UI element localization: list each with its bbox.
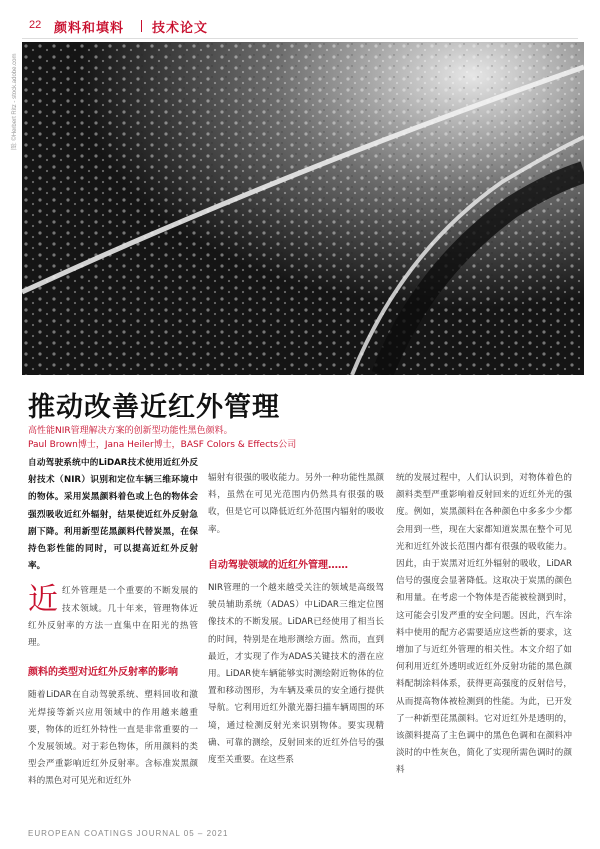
body-paragraph: 随着LiDAR在自动驾驶系统、塑料回收和激光焊接等新兴应用领域中的作用越来越重要，物体的近红外特性一直是非常重要的一个发展领域。对于彩色物体，所用颜料的类型会严重影响近红外反射率。含标准炭黑颜料的黑色对可见光和近红外 bbox=[28, 690, 198, 787]
journal-footer: EUROPEAN COATINGS JOURNAL 05 – 2021 bbox=[28, 829, 229, 838]
column-1 bbox=[28, 455, 198, 791]
intro-text: 红外管理是一个重要的不断发展的技术领域。几十年来，管理物体近红外反射率的方法一直集中在阳光的热管理。 bbox=[28, 586, 198, 649]
column-2 bbox=[208, 470, 384, 769]
page-header bbox=[0, 0, 600, 36]
article-subtitle: 高性能NIR管理解决方案的创新型功能性黑色颜料。 bbox=[28, 426, 233, 436]
article-authors: Paul Brown博士，Jana Heiler博士，BASF Colors & Effects公司 bbox=[28, 440, 297, 450]
header-rule bbox=[22, 38, 578, 39]
column-3 bbox=[396, 470, 572, 780]
photo-illustration bbox=[22, 42, 584, 375]
category-label: 技术论文 bbox=[152, 21, 209, 36]
article-title: 推动改善近红外管理 bbox=[28, 392, 280, 423]
section-heading-pigment: 颜料的类型对近红外反射率的影响 bbox=[28, 667, 178, 679]
body-paragraph: 辐射有很强的吸收能力。另外一种功能性黑颜料，虽然在可见光范围内仍然具有很强的吸收，但是它可以降低近红外范围内辐射的吸收率。 bbox=[208, 473, 384, 535]
section-heading-autonomous: 自动驾驶领域的近红外管理…… bbox=[208, 559, 348, 571]
drop-cap: 近 bbox=[28, 582, 58, 618]
body-paragraph: 统的发展过程中，人们认识到，对物体着色的颜料类型严重影响着反射回来的近红外光的强度。例如，炭黑颜料在各种颜色中多多少少都会用到一些，现在大家都知道炭黑在整个可见光和近红外波长范围内都有很强的吸收能力。因此，由于炭黑对近红外辐射的吸收，LiDAR信号的强度会显著降低。这取决于炭黑的颜色和用量。在考虑一个物体是否能被检测到时，这可能会引发严重的安全问题。因此，汽车涂料中使用的配方必需要适应这些新的要求，这增加了与近红外管理的相关性。本文介绍了如何利用近红外透明或近红外反射功能的黑色颜料配制涂料体系，获得更高强度的反射信号，从而提高物体被检测到的性能。为此，已开发了一种新型芘黑颜料。它对近红外是透明的，该颜料提高了主色调中的黑色色调和在颜料冲淡时的中性灰色，简化了实现所需色调时的颜料 bbox=[396, 473, 572, 776]
photo-credit: 图: ©Herbert Ritz - stock.adobe.com bbox=[12, 53, 18, 150]
page-number: 22 bbox=[29, 19, 42, 31]
intro-paragraph bbox=[28, 583, 198, 652]
body-paragraph: NIR管理的一个越来越受关注的领域是高级驾驶员辅助系统（ADAS）中LiDAR三维定位图像技术的不断发展。LiDAR已经使用了相当长的时间，特别是在地形测绘方面。然而，直到最近，才实现了作为ADAS关键技术的潜在应用。LiDAR使车辆能够实时测绘附近物体的位置和移动图形，为车辆及乘员的安全通行提供导航。它利用近红外激光器扫描车辆周围的环境，通过检测反射光来识别物体。要实现精确、可靠的测绘，反射回来的近红外信号的强度至关重要。在这些系 bbox=[208, 583, 384, 766]
header-divider bbox=[141, 20, 142, 32]
car-roof-water-droplets-photo bbox=[22, 42, 584, 375]
section-title: 颜料和填料 bbox=[54, 21, 125, 36]
lead-paragraph: 自动驾驶系统中的LiDAR技术使用近红外反射技术（NIR）识别和定位车辆三维环境中的物体。采用炭黑颜料着色或上色的物体会强烈吸收近红外辐射，结果使近红外反射急剧下降。利用新型芘黑颜料代替炭黑，在保持色彩性能的同时，可以提高近红外反射率。 bbox=[28, 458, 198, 572]
